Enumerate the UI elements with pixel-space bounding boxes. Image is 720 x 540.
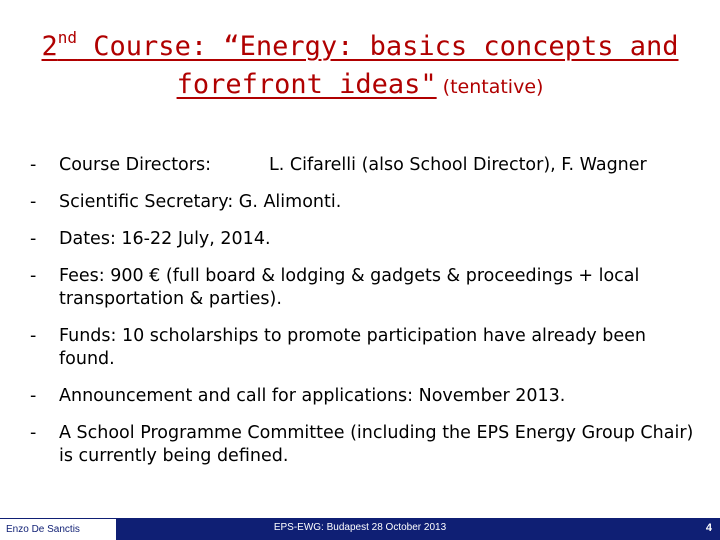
bullet-dash: - [30,192,37,212]
bullet-announcement [30,385,700,408]
bullet-dash: - [30,155,37,175]
title-line-2 [0,66,720,106]
slide-number: 4 [705,522,712,534]
title-line-1-text [41,28,679,62]
bullet-programme-committee [30,422,700,468]
footer-author: Enzo De Sanctis [0,519,116,540]
title-course-name-part-2: forefront ideas" [176,69,437,100]
course-directors-label: Course Directors: [59,155,211,175]
title-line-1 [0,28,720,66]
bullet-fees [30,265,700,311]
bullet-dates [30,228,700,251]
scientific-secretary-text: Scientific Secretary: G. Alimonti. [59,192,342,212]
bullet-course-directors [30,154,700,177]
title-ordinal-number: 2 [41,31,58,62]
bullet-list [30,154,700,482]
funds-text: Funds: 10 scholarships to promote participation have already been found. [59,326,646,369]
bullet-dash: - [30,229,37,249]
bullet-dash: - [30,326,37,346]
footer-event: EPS-EWG: Budapest 28 October 2013 [273,522,447,533]
bullet-funds [30,325,700,371]
title-tentative-note: (tentative) [442,76,544,98]
bullet-dash: - [30,386,37,406]
bullet-dash: - [30,423,37,443]
title-course-name-part-1: Course: “Energy: basics concepts and [77,31,679,62]
footer-bar [0,518,720,540]
bullet-scientific-secretary [30,191,700,214]
programme-committee-text: A School Programme Committee (including the EPS Energy Group Chair) is currently being defined. [59,423,694,466]
dates-text: Dates: 16-22 July, 2014. [59,229,271,249]
announcement-text: Announcement and call for applications: November 2013. [59,386,566,406]
fees-text: Fees: 900 € (full board & lodging & gadgets & proceedings + local transportation & parties). [59,266,640,309]
bullet-dash: - [30,266,37,286]
slide-title [0,28,720,106]
course-directors-value: L. Cifarelli (also School Director), F. Wagner [269,155,647,175]
title-ordinal-suffix: nd [57,28,78,47]
